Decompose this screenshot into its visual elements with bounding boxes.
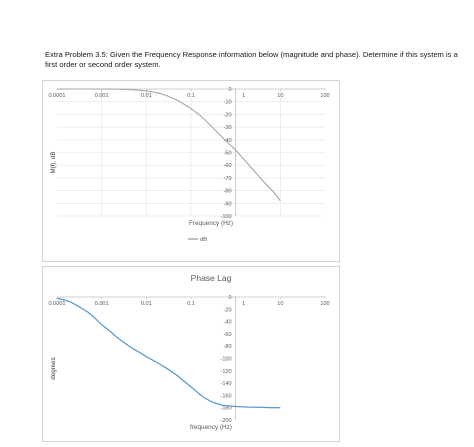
y-tick-label: -60 [223,331,232,338]
x-tick-label: 0.1 [187,301,195,307]
y-tick-label: -20 [223,307,232,314]
series-line [57,298,280,407]
series-line [57,89,280,201]
y-tick-label: 0 [228,295,232,301]
x-tick-label: 100 [320,301,330,307]
x-tick-label: 0.01 [140,93,152,99]
y-tick-label: -10 [223,99,232,106]
y-tick-label: -60 [223,163,232,170]
x-tick-label: 10 [277,301,284,307]
y-tick-label: -40 [223,319,232,326]
y-tick-label: -80 [223,188,232,195]
y-tick-label: -100 [220,214,232,220]
x-tick-label: 0.01 [140,301,152,307]
chart-title: Phase Lag [190,273,232,283]
y-tick-label: -120 [220,368,232,375]
y-tick-label: -90 [223,201,232,208]
y-tick-label: -50 [223,150,232,157]
y-tick-label: -80 [223,344,232,351]
x-tick-label: 0.001 [94,301,109,307]
y-tick-label: 0 [228,87,232,93]
y-tick-label: -30 [223,125,232,132]
phase-chart-svg [43,267,341,443]
x-tick-label: 0.0001 [48,301,66,307]
magnitude-chart-svg [43,81,341,263]
x-tick-label: 0.001 [94,93,109,99]
x-axis-title: Frequency (Hz) [188,220,234,227]
y-tick-label: -160 [220,393,232,400]
y-tick-label: -40 [223,137,232,144]
x-tick-label: 10 [277,93,284,99]
phase-chart [42,266,340,442]
x-tick-label: 100 [320,93,330,99]
y-tick-label: -200 [220,418,232,424]
legend-label: dB [200,237,208,243]
y-tick-label: -140 [220,381,232,388]
y-tick-label: -180 [220,405,232,412]
x-tick-label: 1 [242,301,246,307]
x-axis-title: frequency (Hz) [190,424,232,431]
y-tick-label: -20 [223,112,232,119]
x-tick-label: 1 [242,93,246,99]
y-axis-title: M(f), dB [50,151,57,174]
y-tick-label: -70 [223,175,232,182]
y-tick-label: -100 [220,356,232,363]
problem-statement: Extra Problem 3.5: Given the Frequency Response information below (magnitude and phase). Determine if this system is a first order or second order system. [45,50,458,69]
x-tick-label: 0.0001 [48,93,66,99]
magnitude-chart [42,80,340,262]
x-tick-label: 0.1 [187,93,195,99]
y-axis-title: degrees [50,357,57,380]
